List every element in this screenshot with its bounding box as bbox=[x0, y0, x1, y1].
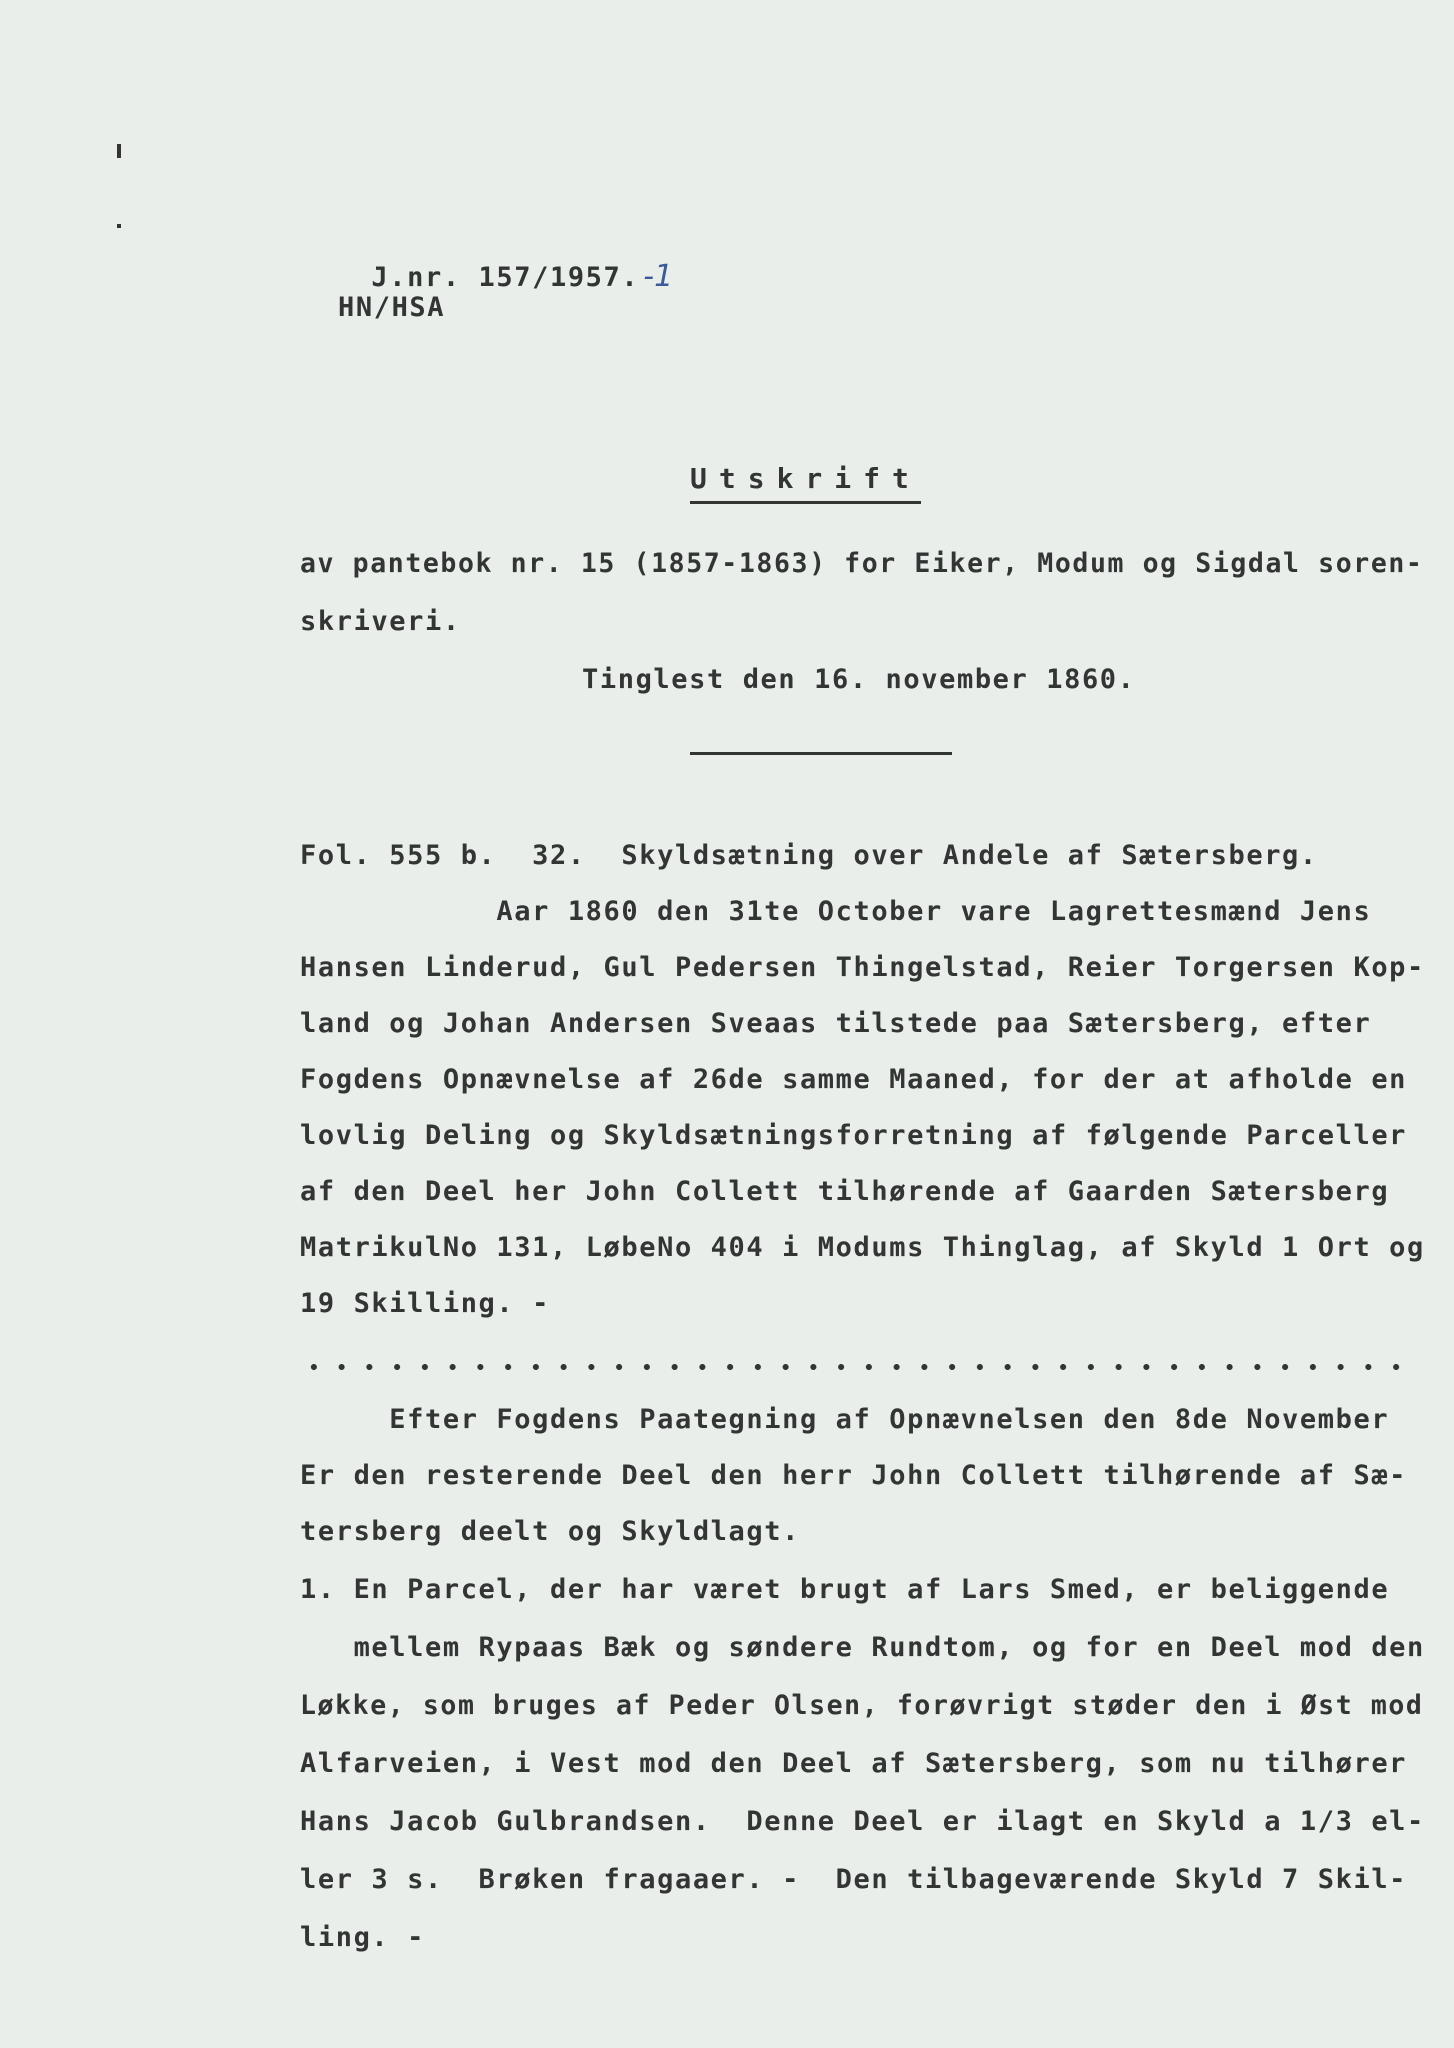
section1-line-1: Fol. 555 b. 32. Skyldsætning over Andele af Sætersberg. bbox=[300, 840, 1318, 871]
registered-line: Tinglest den 16. november 1860. bbox=[582, 664, 1136, 695]
section2-line-6: Løkke, som bruges af Peder Olsen, forøvrigt støder den i Øst mod bbox=[300, 1690, 1424, 1721]
section1-line-6: lovlig Deling og Skyldsætningsforretning af følgende Parceller bbox=[300, 1120, 1408, 1151]
section1-line-4: land og Johan Andersen Sveaas tilstede paa Sætersberg, efter bbox=[300, 1008, 1372, 1039]
section1-line-5: Fogdens Opnævnelse af 26de samme Maaned, for der at afholde en bbox=[300, 1064, 1408, 1095]
section1-line-2: Aar 1860 den 31te October vare Lagrettesmænd Jens bbox=[300, 896, 1372, 927]
section2-line-1: Efter Fogdens Paategning af Opnævnelsen den 8de November bbox=[300, 1404, 1390, 1435]
intro-line-1: av pantebok nr. 15 (1857-1863) for Eiker, Modum og Sigdal soren- bbox=[300, 548, 1424, 579]
section2-line-7: Alfarveien, i Vest mod den Deel af Sætersberg, som nu tilhører bbox=[300, 1748, 1408, 1779]
document-title: Utskrift bbox=[690, 462, 921, 504]
section2-line-4: 1. En Parcel, der har været brugt af Lars Smed, er beliggende bbox=[300, 1574, 1390, 1605]
journal-suffix: -1 bbox=[643, 259, 674, 294]
dotted-separator bbox=[300, 1363, 1410, 1371]
section1-line-8: MatrikulNo 131, LøbeNo 404 i Modums Thinglag, af Skyld 1 Ort og bbox=[300, 1232, 1425, 1263]
section1-line-9: 19 Skilling. - bbox=[300, 1288, 550, 1319]
section-divider bbox=[690, 752, 952, 755]
margin-mark-top bbox=[117, 144, 121, 158]
section1-line-3: Hansen Linderud, Gul Pedersen Thingelstad, Reier Torgersen Kop- bbox=[300, 952, 1425, 983]
section2-line-2: Er den resterende Deel den herr John Collett tilhørende af Sæ- bbox=[300, 1460, 1408, 1491]
section2-line-3: tersberg deelt og Skyldlagt. bbox=[300, 1516, 800, 1547]
journal-number: J.nr. 157/1957. bbox=[371, 262, 640, 293]
section2-line-5: mellem Rypaas Bæk og søndere Rundtom, og for en Deel mod den bbox=[300, 1632, 1425, 1663]
section1-line-7: af den Deel her John Collett tilhørende af Gaarden Sætersberg bbox=[300, 1176, 1390, 1207]
section2-line-8: Hans Jacob Gulbrandsen. Denne Deel er ilagt en Skyld a 1/3 el- bbox=[300, 1806, 1425, 1837]
section2-line-9: ler 3 s. Brøken fragaaer. - Den tilbageværende Skyld 7 Skil- bbox=[300, 1864, 1408, 1895]
margin-mark-bottom bbox=[117, 224, 121, 228]
section2-line-10: ling. - bbox=[300, 1922, 425, 1953]
initials: HN/HSA bbox=[338, 292, 446, 323]
intro-line-2: skriveri. bbox=[300, 606, 461, 637]
